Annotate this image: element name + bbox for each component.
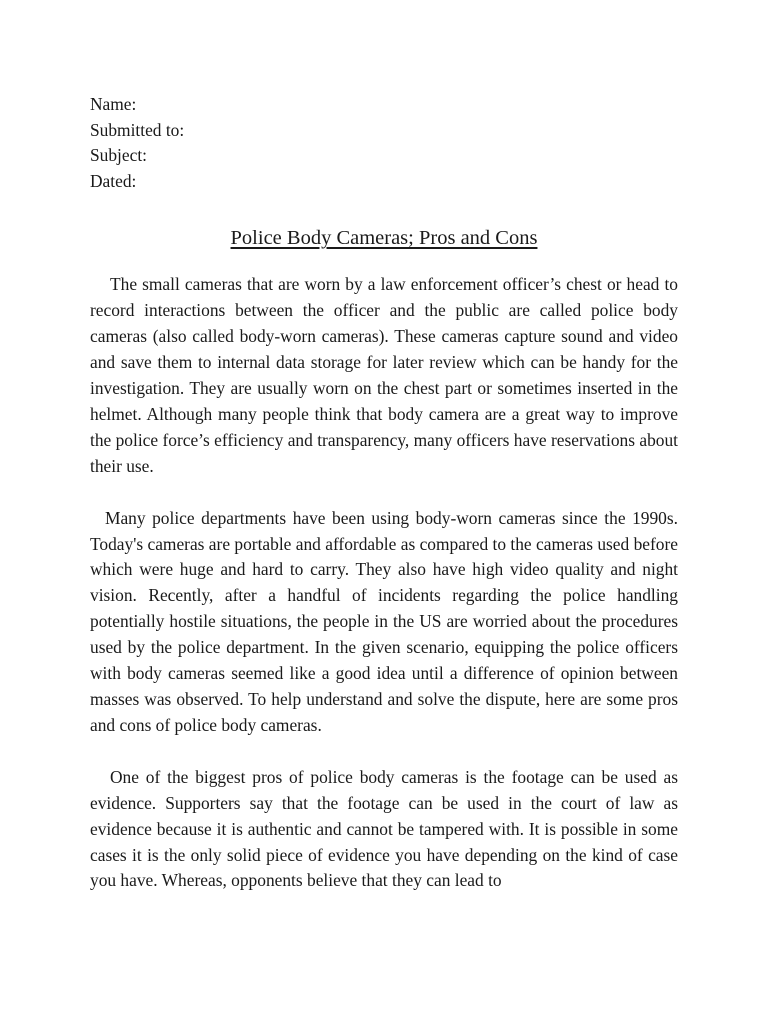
dated-label: Dated: <box>90 170 137 191</box>
document-title: Police Body Cameras; Pros and Cons <box>230 227 538 250</box>
paragraph-intro: The small cameras that are worn by a law enforcement officer’s chest or head to record interactions between the officer and the public are called police body cameras (also called body-worn cameras). These cameras capture sound and video and save them to internal data storage for later review which can be handy for the investigation. They are usually worn on the chest part or sometimes inserted in the helmet. Although many people think that body camera are a great way to improve the police force’s efficiency and transparency, many officers have reservations about their use. <box>90 274 678 476</box>
submitted-to-label: Submitted to: <box>90 119 185 140</box>
header-block <box>90 92 678 194</box>
name-label: Name: <box>90 94 137 114</box>
subject-label: Subject: <box>90 145 147 166</box>
paragraph-history: Many police departments have been using body-worn cameras since the 1990s. Today's cameras are portable and affordable as compared to the cameras used before which were huge and hard to carry. They also have high video quality and night vision. Recently, after a handful of incidents regarding the police handling potentially hostile situations, the people in the US are worried about the procedures used by the police department. In the given scenario, equipping the police officers with body cameras seemed like a good idea until a difference of opinion between masses was observed. To help understand and solve the dispute, here are some pros and cons of police body cameras. <box>90 507 678 735</box>
paragraph-pros: One of the biggest pros of police body cameras is the footage can be used as evidence. Supporters say that the footage can be used in the court of law as evidence because it is authentic and cannot be tampered with. It is possible in some cases it is the only solid piece of evidence you have depending on the kind of case you have. Whereas, opponents believe that they can lead to <box>90 766 678 891</box>
